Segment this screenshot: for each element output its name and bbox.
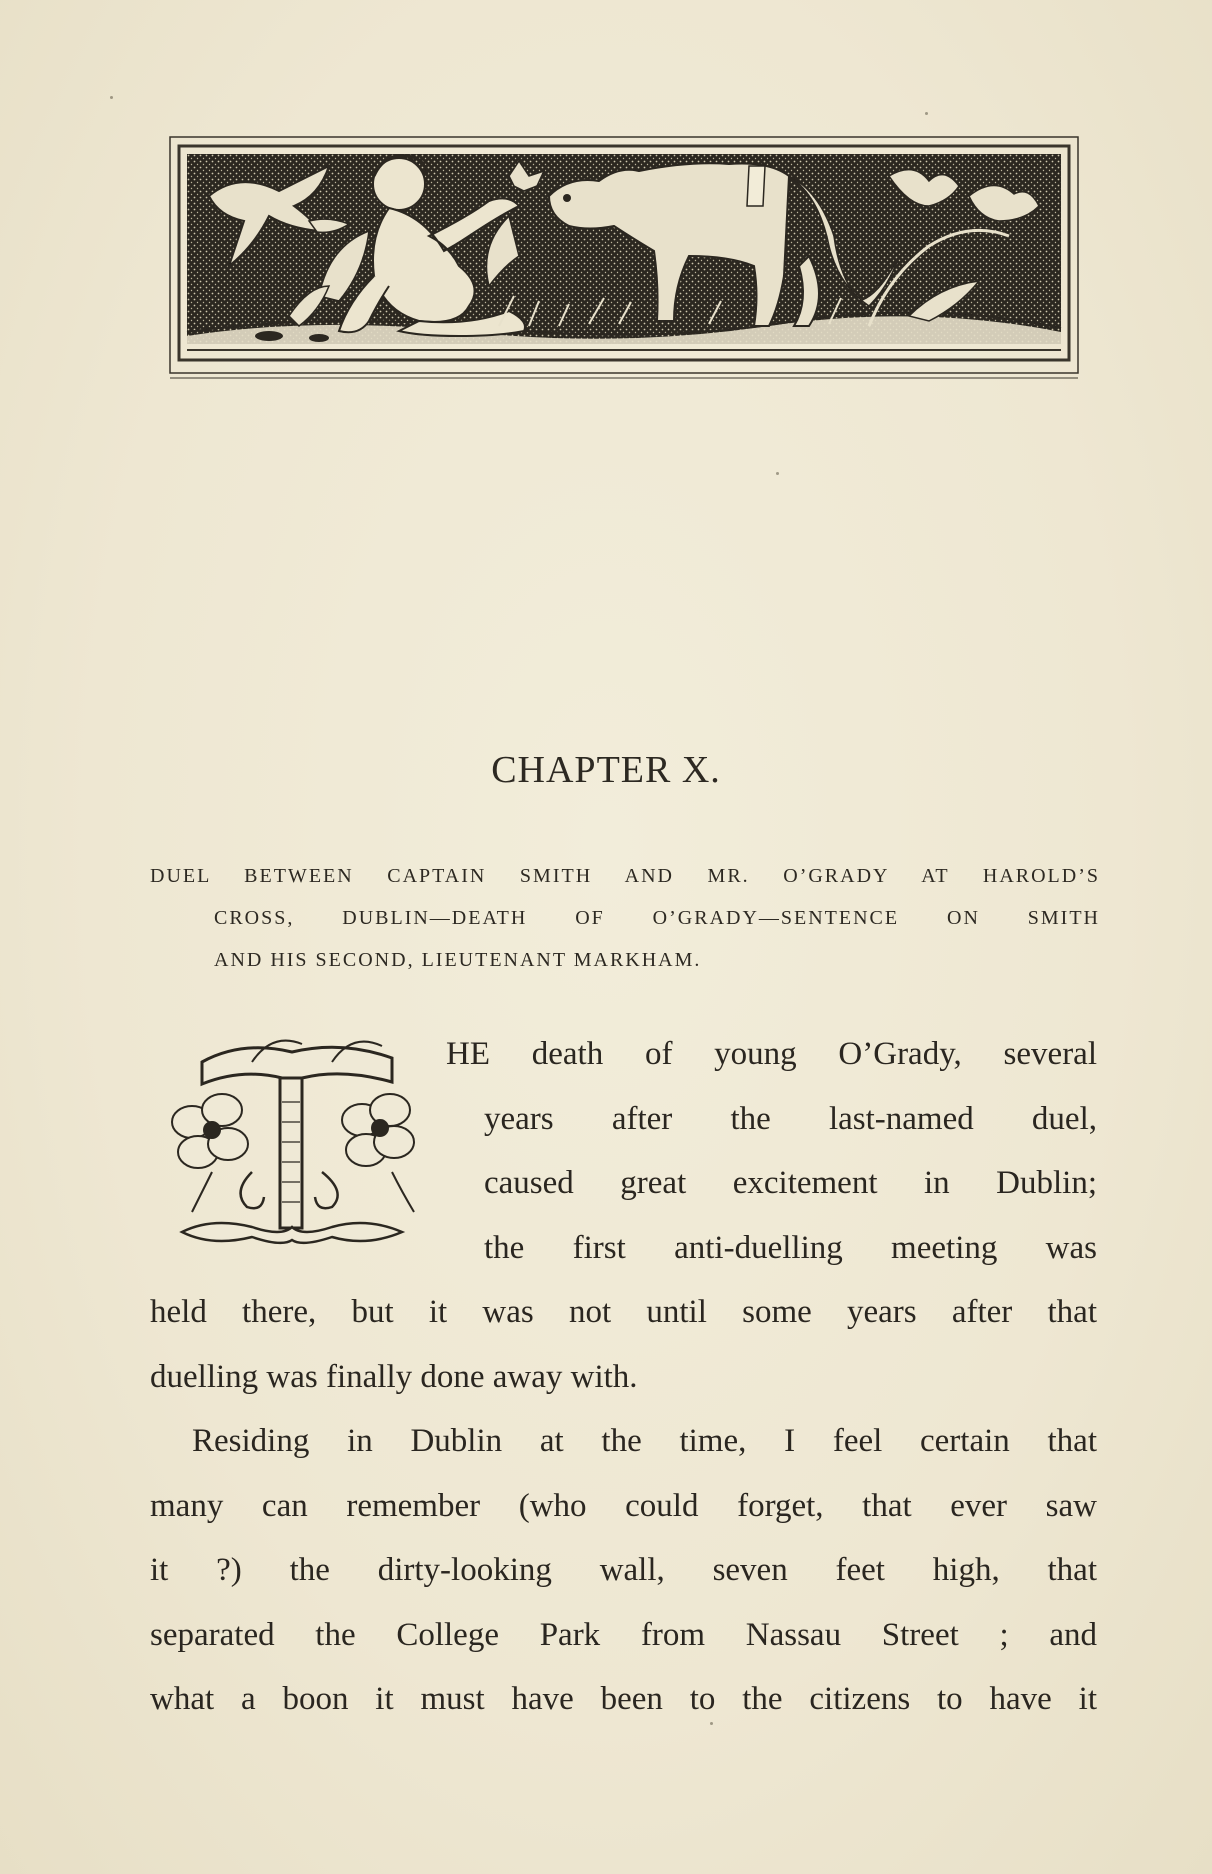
chapter-summary	[150, 855, 1100, 981]
body-line: years after the last-named duel,	[484, 1100, 1097, 1137]
body-line: duelling was finally done away with.	[150, 1358, 638, 1395]
body-line: what a boon it must have been to the citizens to have it	[150, 1681, 1097, 1717]
body-text	[150, 1022, 1097, 1732]
paper-speck	[925, 112, 928, 115]
summary-line: AND HIS SECOND, LIEUTENANT MARKHAM.	[214, 949, 702, 971]
paper-speck	[110, 96, 113, 99]
summary-line: DUEL BETWEEN CAPTAIN SMITH AND MR. O’GRADY AT HAROLD’S	[150, 865, 1100, 887]
paper-speck	[776, 472, 779, 475]
headpiece-ornament	[169, 136, 1079, 380]
body-line: HE death of young O’Grady, several	[446, 1036, 1097, 1072]
body-line: held there, but it was not until some years after that	[150, 1294, 1097, 1330]
body-line: Residing in Dublin at the time, I feel certain that	[192, 1423, 1097, 1459]
body-line: it ?) the dirty-looking wall, seven feet high, that	[150, 1552, 1097, 1588]
summary-line: CROSS, DUBLIN—DEATH OF O’GRADY—SENTENCE ON SMITH	[214, 907, 1100, 929]
body-line: separated the College Park from Nassau Street ; and	[150, 1616, 1097, 1653]
paper-speck	[710, 1722, 713, 1725]
body-line: caused great excitement in Dublin;	[484, 1165, 1097, 1201]
chapter-title: CHAPTER X.	[491, 749, 721, 791]
body-line: the first anti-duelling meeting was	[484, 1229, 1097, 1266]
headpiece-engraving	[169, 136, 1079, 380]
body-line: many can remember (who could forget, that ever saw	[150, 1487, 1097, 1524]
